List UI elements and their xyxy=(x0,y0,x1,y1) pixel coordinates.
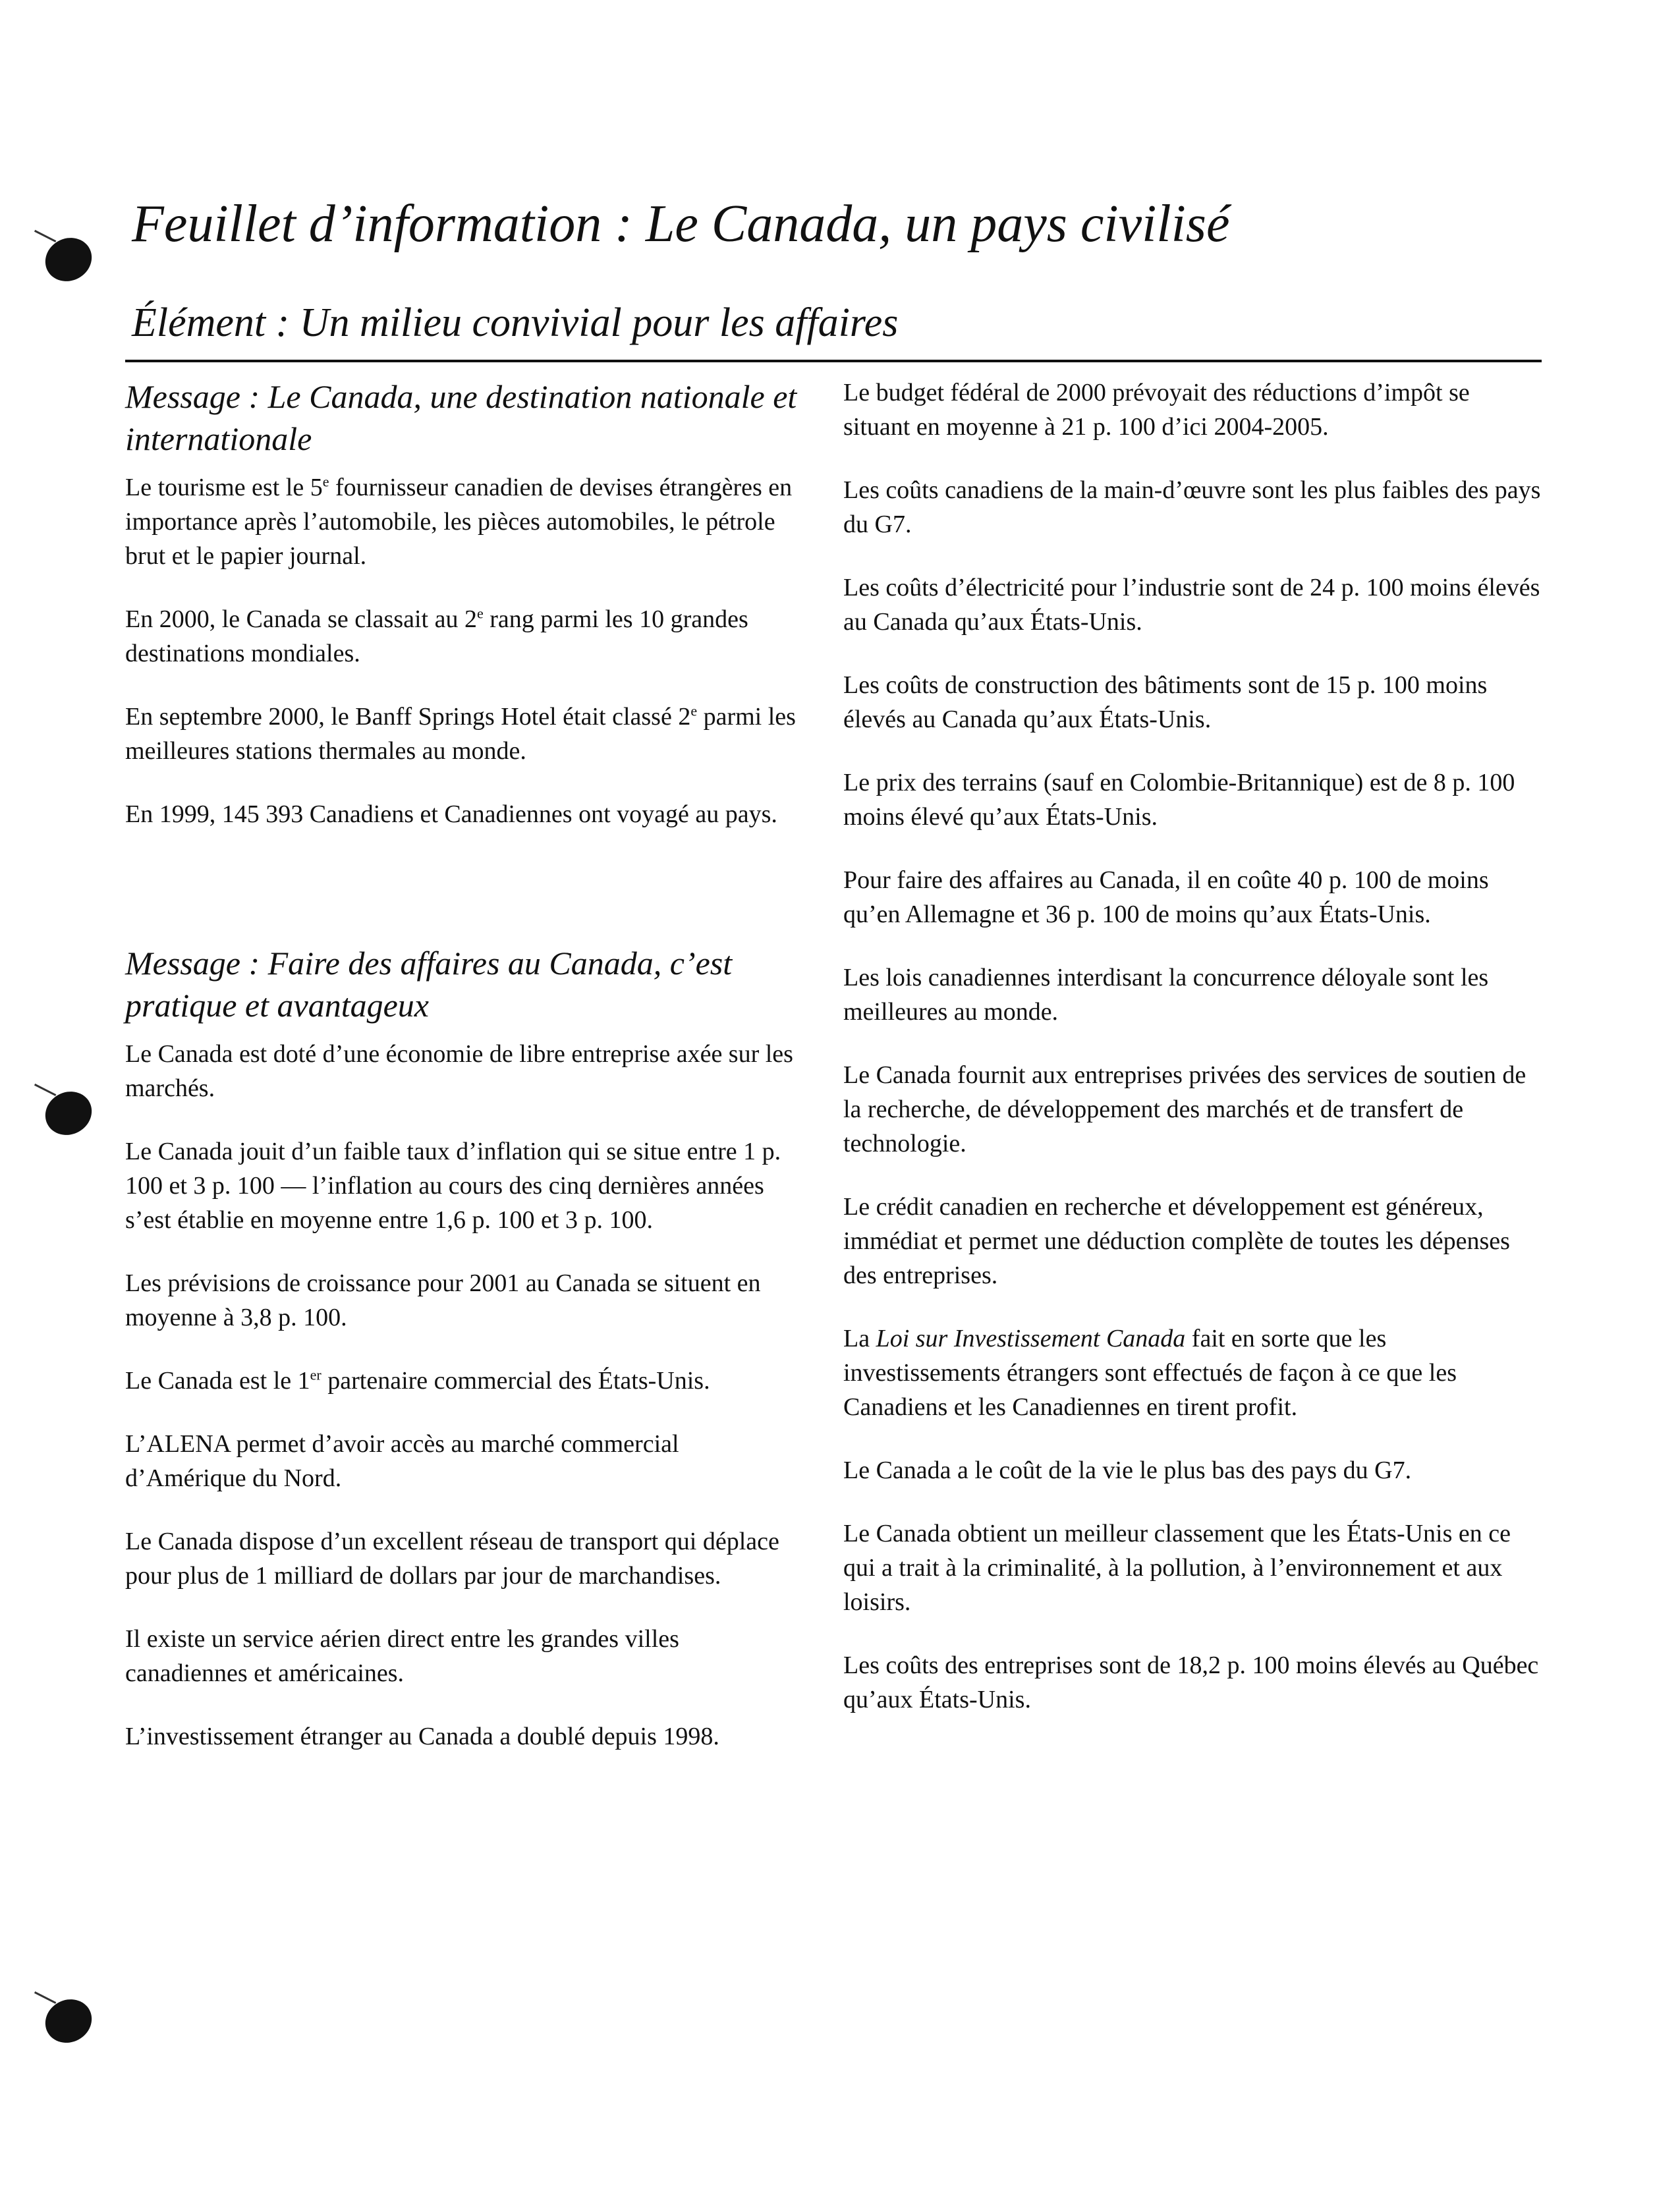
fact-business-costs-comparison: Pour faire des affaires au Canada, il en coûte 40 p. 100 de moins qu’en Allemagne et 36 p. 100 de moins qu’aux États-Unis. xyxy=(843,866,1489,928)
fact-nafta: L’ALENA permet d’avoir accès au marché commercial d’Amérique du Nord. xyxy=(125,1430,679,1492)
fact-tourism-rank: Le tourisme est le 5e fournisseur canadien de devises étrangères en importance après l’automobile, les pièces automobiles, le pétrole brut et le papier journal. xyxy=(125,473,793,570)
law-title: Loi sur Investissement Canada xyxy=(876,1325,1186,1352)
punch-hole-middle xyxy=(38,1084,99,1143)
header-rule xyxy=(125,360,1542,362)
fact-air-service: Il existe un service aérien direct entre les grandes villes canadiennes et américaines. xyxy=(125,1625,679,1687)
fact-construction-costs: Les coûts de construction des bâtiments sont de 15 p. 100 moins élevés au Canada qu’aux États-Unis. xyxy=(843,671,1488,733)
fact-tax-cuts: Le budget fédéral de 2000 prévoyait des réductions d’impôt se situant en moyenne à 21 p. 100 d’ici 2004-2005. xyxy=(843,379,1470,441)
punch-hole-bottom xyxy=(38,1991,99,2051)
fact-transport-network: Le Canada dispose d’un excellent réseau de transport qui déplace pour plus de 1 milliard de dollars par jour de marchandises. xyxy=(125,1528,779,1590)
message-heading-business: Message : Faire des affaires au Canada, c’est pratique et avantageux xyxy=(125,945,733,1024)
fact-quebec-costs: Les coûts des entreprises sont de 18,2 p. 100 moins élevés au Québec qu’aux États-Unis. xyxy=(843,1652,1539,1713)
fact-cost-of-living: Le Canada a le coût de la vie le plus bas des pays du G7. xyxy=(843,1457,1412,1484)
fact-quality-ranking: Le Canada obtient un meilleur classement que les États-Unis en ce qui a trait à la criminalité, à la pollution, à l’environnement et aux loisirs. xyxy=(843,1520,1511,1616)
fact-land-prices: Le prix des terrains (sauf en Colombie-Britannique) est de 8 p. 100 moins élevé qu’aux États-Unis. xyxy=(843,769,1515,831)
fact-electricity-costs: Les coûts d’électricité pour l’industrie sont de 24 p. 100 moins élevés au Canada qu’aux États-Unis. xyxy=(843,574,1540,636)
left-column xyxy=(125,375,797,1783)
fact-domestic-travel: En 1999, 145 393 Canadiens et Canadiennes ont voyagé au pays. xyxy=(125,800,777,828)
message-heading-tourism: Message : Le Canada, une destination nationale et internationale xyxy=(125,378,797,457)
fact-rd-credit: Le crédit canadien en recherche et développement est généreux, immédiat et permet une déduction complète de toutes les dépenses des entreprises. xyxy=(843,1193,1510,1289)
element-subtitle: Élément : Un milieu convivial pour les affaires xyxy=(132,300,899,345)
section-spacer xyxy=(125,860,797,942)
fact-growth-forecast: Les prévisions de croissance pour 2001 au Canada se situent en moyenne à 3,8 p. 100. xyxy=(125,1269,761,1331)
fact-labour-costs: Les coûts canadiens de la main-d’œuvre sont les plus faibles des pays du G7. xyxy=(843,476,1541,538)
fact-foreign-investment: L’investissement étranger au Canada a doublé depuis 1998. xyxy=(125,1723,719,1750)
fact-support-services: Le Canada fournit aux entreprises privées des services de soutien de la recherche, de développement des marchés et de transfert de technologie. xyxy=(843,1061,1526,1157)
fact-destination-rank: En 2000, le Canada se classait au 2e rang parmi les 10 grandes destinations mondiales. xyxy=(125,605,748,667)
fact-banff-springs: En septembre 2000, le Banff Springs Hotel était classé 2e parmi les meilleures stations thermales au monde. xyxy=(125,702,796,765)
fact-trade-partner: Le Canada est le 1er partenaire commercial des États-Unis. xyxy=(125,1366,710,1395)
punch-hole-top xyxy=(38,230,99,289)
fact-competition-laws: Les lois canadiennes interdisant la concurrence déloyale sont les meilleures au monde. xyxy=(843,964,1489,1026)
right-column xyxy=(843,375,1542,1746)
page-title: Feuillet d’information : Le Canada, un pays civilisé xyxy=(132,195,1230,253)
fact-investment-canada-act: La Loi sur Investissement Canada fait en sorte que les investissements étrangers sont effectués de façon à ce que les Canadiens et les Canadiennes en tirent profit. xyxy=(843,1325,1457,1421)
fact-free-enterprise: Le Canada est doté d’une économie de libre entreprise axée sur les marchés. xyxy=(125,1040,793,1102)
fact-inflation: Le Canada jouit d’un faible taux d’inflation qui se situe entre 1 p. 100 et 3 p. 100 — l’inflation au cours des cinq dernières années s’est établie en moyenne entre 1,6 p. 100 et 3 p. 100. xyxy=(125,1138,781,1234)
